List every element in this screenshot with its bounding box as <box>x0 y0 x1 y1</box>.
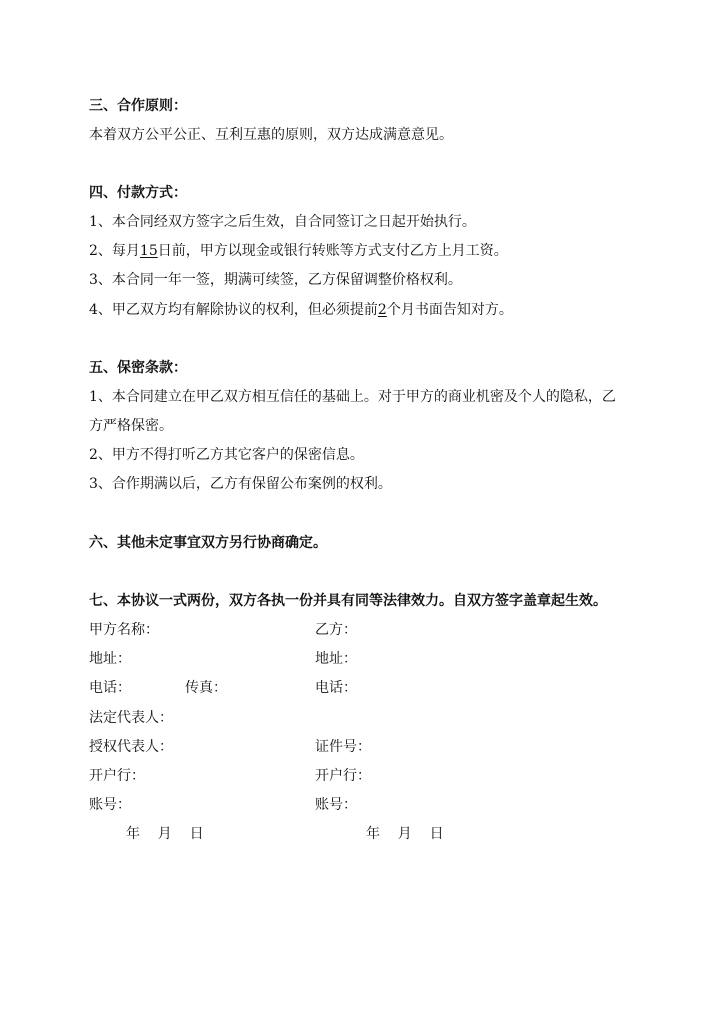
party-a-legal-rep-label: 法定代表人： <box>89 710 173 726</box>
section4-item3: 3、本合同一年一签，期满可续签，乙方保留调整价格权利。 <box>89 272 462 288</box>
party-b-date: 年 月 日 <box>366 826 444 842</box>
party-b-id-number-label: 证件号： <box>315 739 371 755</box>
notice-months: 2 <box>377 302 387 318</box>
section5-item1-line2: 方严格保密。 <box>89 418 173 434</box>
party-a-account-label: 账号： <box>89 797 131 813</box>
party-a-name-label: 甲方名称： <box>89 622 159 638</box>
party-b-account-label: 账号： <box>315 797 357 813</box>
section3-text: 本着双方公平公正、互利互惠的原则，双方达成满意意见。 <box>89 127 453 143</box>
party-a-address-label: 地址： <box>89 651 131 667</box>
party-a-bank-label: 开户行： <box>89 768 145 784</box>
section4-item2-suffix: 日前，甲方以现金或银行转账等方式支付乙方上月工资。 <box>157 243 508 259</box>
party-b-name-label: 乙方： <box>315 622 357 638</box>
section4-heading: 四、付款方式： <box>89 185 187 201</box>
section4-item4-suffix: 个月书面告知对方。 <box>386 302 513 318</box>
section4-item2 <box>89 241 508 261</box>
section6-heading: 六、其他未定事宜双方另行协商确定。 <box>89 535 327 551</box>
section5-item3: 3、合作期满以后，乙方有保留公布案例的权利。 <box>89 476 392 492</box>
payment-day: 15 <box>139 243 158 259</box>
party-a-date: 年 月 日 <box>126 826 204 842</box>
party-a-fax-label: 传真： <box>185 680 227 696</box>
section4-item4-prefix: 4、甲乙双方均有解除协议的权利，但必须提前 <box>89 302 378 318</box>
party-b-bank-label: 开户行： <box>315 768 371 784</box>
section4-item2-prefix: 2、每月 <box>89 243 140 259</box>
party-a-phone-label: 电话： <box>89 680 131 696</box>
party-b-phone-label: 电话： <box>315 680 357 696</box>
section4-item1: 1、本合同经双方签字之后生效，自合同签订之日起开始执行。 <box>89 214 476 230</box>
section5-item1-line1: 1、本合同建立在甲乙双方相互信任的基础上。对于甲方的商业机密及个人的隐私，乙 <box>89 389 616 405</box>
section7-heading: 七、本协议一式两份，双方各执一份并具有同等法律效力。自双方签字盖章起生效。 <box>89 593 607 609</box>
section3-heading: 三、合作原则： <box>89 98 187 114</box>
section4-item4 <box>89 300 513 320</box>
party-b-address-label: 地址： <box>315 651 357 667</box>
section5-item2: 2、甲方不得打听乙方其它客户的保密信息。 <box>89 447 364 463</box>
section5-heading: 五、保密条款： <box>89 360 187 376</box>
party-a-authorized-rep-label: 授权代表人： <box>89 739 173 755</box>
